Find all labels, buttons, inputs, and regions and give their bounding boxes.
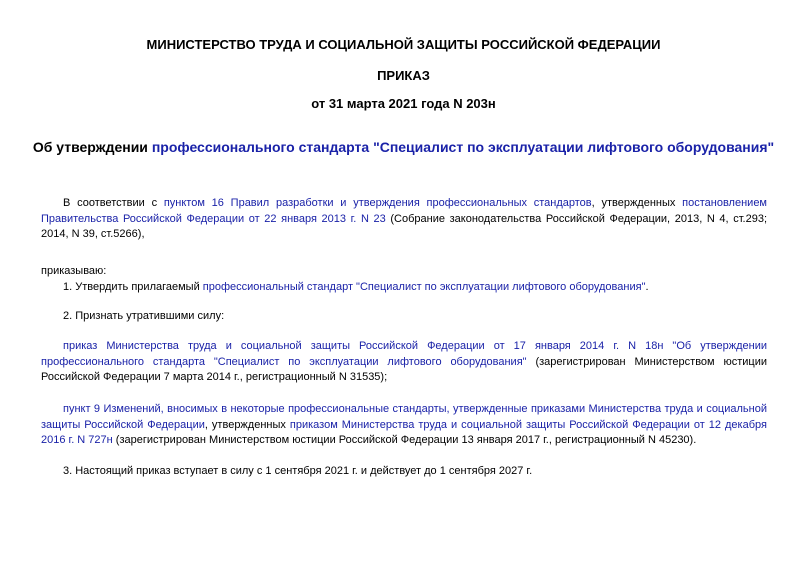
preamble-paragraph bbox=[41, 196, 767, 243]
title-standard-link[interactable]: профессионального стандарта "Специалист по эксплуатации лифтового оборудования" bbox=[151, 139, 775, 155]
repealed-order-2-text-1: , утвержденных bbox=[204, 418, 290, 431]
preamble-text-1: В соответствии с bbox=[63, 197, 164, 209]
item-3: 3. Настоящий приказ вступает в силу с 1 сентября 2021 г. и действует до 1 сентября 2027 г. bbox=[63, 465, 533, 477]
item-2: 2. Признать утратившими силу: bbox=[63, 310, 225, 322]
item-1-text-1: 1. Утвердить прилагаемый bbox=[63, 281, 203, 293]
repealed-order-1-text: (зарегистрирован Министерством юстиции Российской Федерации 7 марта 2014 г., регистрационный N 31535); bbox=[41, 355, 767, 384]
order-727n-link[interactable]: приказом Министерства труда и социальной защиты Российской Федерации от 12 декабря 2016 г. N 727н bbox=[41, 418, 767, 447]
document-type: ПРИКАЗ bbox=[377, 68, 430, 83]
item-1 bbox=[41, 280, 767, 296]
date-number: от 31 марта 2021 года N 203н bbox=[311, 96, 496, 111]
attached-standard-link[interactable]: профессиональный стандарт "Специалист по эксплуатации лифтового оборудования" bbox=[202, 281, 646, 293]
preamble-text-2: , утвержденных bbox=[591, 197, 683, 209]
ministry-heading: МИНИСТЕРСТВО ТРУДА И СОЦИАЛЬНОЙ ЗАЩИТЫ РОССИЙСКОЙ ФЕДЕРАЦИИ bbox=[146, 37, 661, 52]
item-1-text-2: . bbox=[645, 281, 649, 293]
repealed-order-1 bbox=[41, 339, 767, 386]
document-title bbox=[0, 139, 807, 155]
order-word: приказываю: bbox=[41, 265, 107, 277]
repealed-order-2-text-2: (зарегистрирован Министерством юстиции Российской Федерации 13 января 2017 г., регистрационный N 45230). bbox=[112, 434, 697, 447]
government-decree-link[interactable]: постановлением Правительства Российской Федерации от 22 января 2013 г. N 23 bbox=[41, 197, 767, 225]
point-9-changes-link[interactable]: пункт 9 Изменений, вносимых в некоторые профессиональные стандарты, утвержденные приказами Министерства труда и социальной защиты Российской Федерации bbox=[41, 403, 767, 431]
rules-point-16-link[interactable]: пунктом 16 Правил разработки и утверждения профессиональных стандартов bbox=[163, 197, 592, 209]
repealed-order-2 bbox=[41, 402, 767, 449]
title-prefix: Об утверждении bbox=[32, 139, 152, 155]
order-18n-link[interactable]: приказ Министерства труда и социальной защиты Российской Федерации от 17 января 2014 г. N 18н "Об утверждении профессионального стандарта "Специалист по эксплуатации лифтового оборудования" bbox=[41, 340, 767, 368]
preamble-text-3: (Собрание законодательства Российской Федерации, 2013, N 4, ст.293; 2014, N 39, ст.5266), bbox=[41, 212, 768, 241]
